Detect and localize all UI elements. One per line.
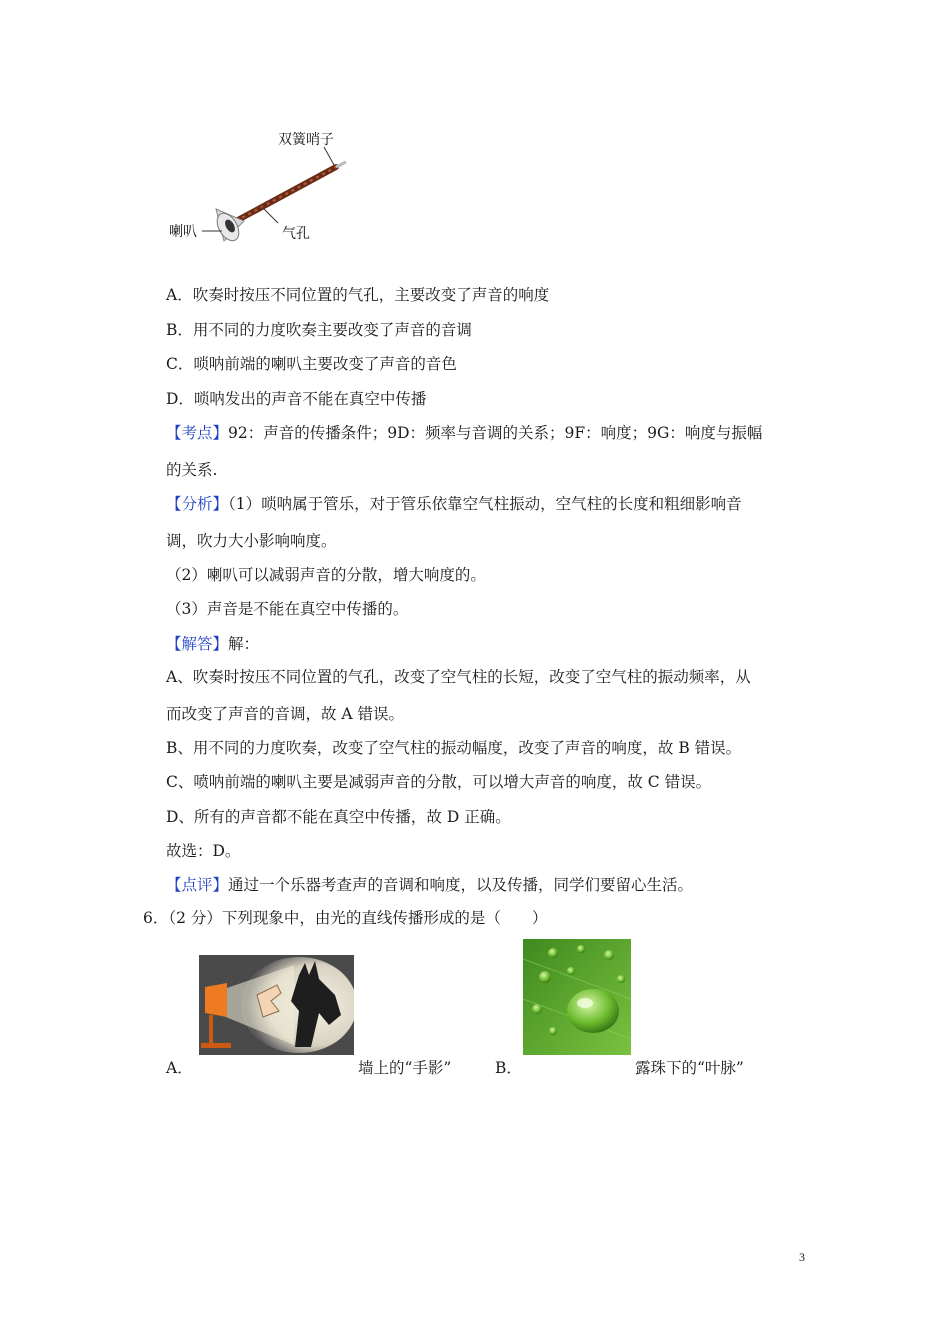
q6-option-b-letter: B． <box>495 1059 522 1077</box>
kaodian-tag: 【考点】 <box>166 424 229 442</box>
q6-option-a-caption: 墙上的“手影” <box>358 1059 452 1077</box>
q6-option-b-caption: 露珠下的“叶脉” <box>635 1059 744 1077</box>
dianping-text: 通过一个乐器考查声的音调和响度，以及传播，同学们要留心生活。 <box>228 876 694 894</box>
fenxi-tag: 【分析】 <box>166 495 229 513</box>
option-b: B．用不同的力度吹奏主要改变了声音的音调 <box>166 321 472 339</box>
jieda-b-line: B、用不同的力度吹奏，改变了空气柱的振动幅度，改变了声音的响度，故 B 错误。 <box>166 739 742 757</box>
answer-line: 故选：D。 <box>166 842 241 860</box>
q6-option-a-letter: A． <box>166 1059 193 1077</box>
bell-label: 喇叭 <box>169 224 197 240</box>
page-number: 3 <box>799 1250 805 1264</box>
kaodian-line-1 <box>166 423 762 443</box>
dianping-line <box>166 875 693 895</box>
fenxi-line-3: （2）喇叭可以减弱声音的分散，增大响度的。 <box>166 566 486 584</box>
jieda-tag: 【解答】 <box>166 635 229 653</box>
option-a: A．吹奏时按压不同位置的气孔，主要改变了声音的响度 <box>166 286 550 304</box>
jieda-line <box>166 634 259 654</box>
jieda-a-line-1: A、吹奏时按压不同位置的气孔，改变了空气柱的长短，改变了空气柱的振动频率，从 <box>166 668 751 686</box>
option-d: D．唢呐发出的声音不能在真空中传播 <box>166 390 427 408</box>
fenxi-line-2: 调，吹力大小影响响度。 <box>166 532 337 550</box>
kaodian-line-2: 的关系. <box>166 461 218 479</box>
suona-figure <box>166 125 356 250</box>
jieda-a-line-2: 而改变了声音的音调，故 A 错误。 <box>166 705 405 723</box>
dianping-tag: 【点评】 <box>166 876 229 894</box>
holes-label: 气孔 <box>282 226 310 242</box>
fenxi-text-1: （1）唢呐属于管乐，对于管乐依靠空气柱振动，空气柱的长度和粗细影响音 <box>228 495 742 513</box>
jieda-d-line: D、所有的声音都不能在真空中传播，故 D 正确。 <box>166 808 511 826</box>
option-c: C．唢呐前端的喇叭主要改变了声音的音色 <box>166 355 457 373</box>
reed-label: 双簧哨子 <box>278 132 334 148</box>
jieda-intro: 解： <box>228 635 260 653</box>
fenxi-line-1 <box>166 494 742 514</box>
q6-stem: 6．（2 分）下列现象中，由光的直线传播形成的是（ ） <box>143 909 548 927</box>
kaodian-text-1: 92：声音的传播条件；9D：频率与音调的关系；9F：响度；9G：响度与振幅 <box>228 424 763 442</box>
fenxi-line-4: （3）声音是不能在真空中传播的。 <box>166 600 409 618</box>
dew-leaf-image <box>523 939 631 1055</box>
jieda-c-line: C、喷呐前端的喇叭主要是减弱声音的分散，可以增大声音的响度，故 C 错误。 <box>166 773 712 791</box>
hand-shadow-image <box>199 955 354 1055</box>
